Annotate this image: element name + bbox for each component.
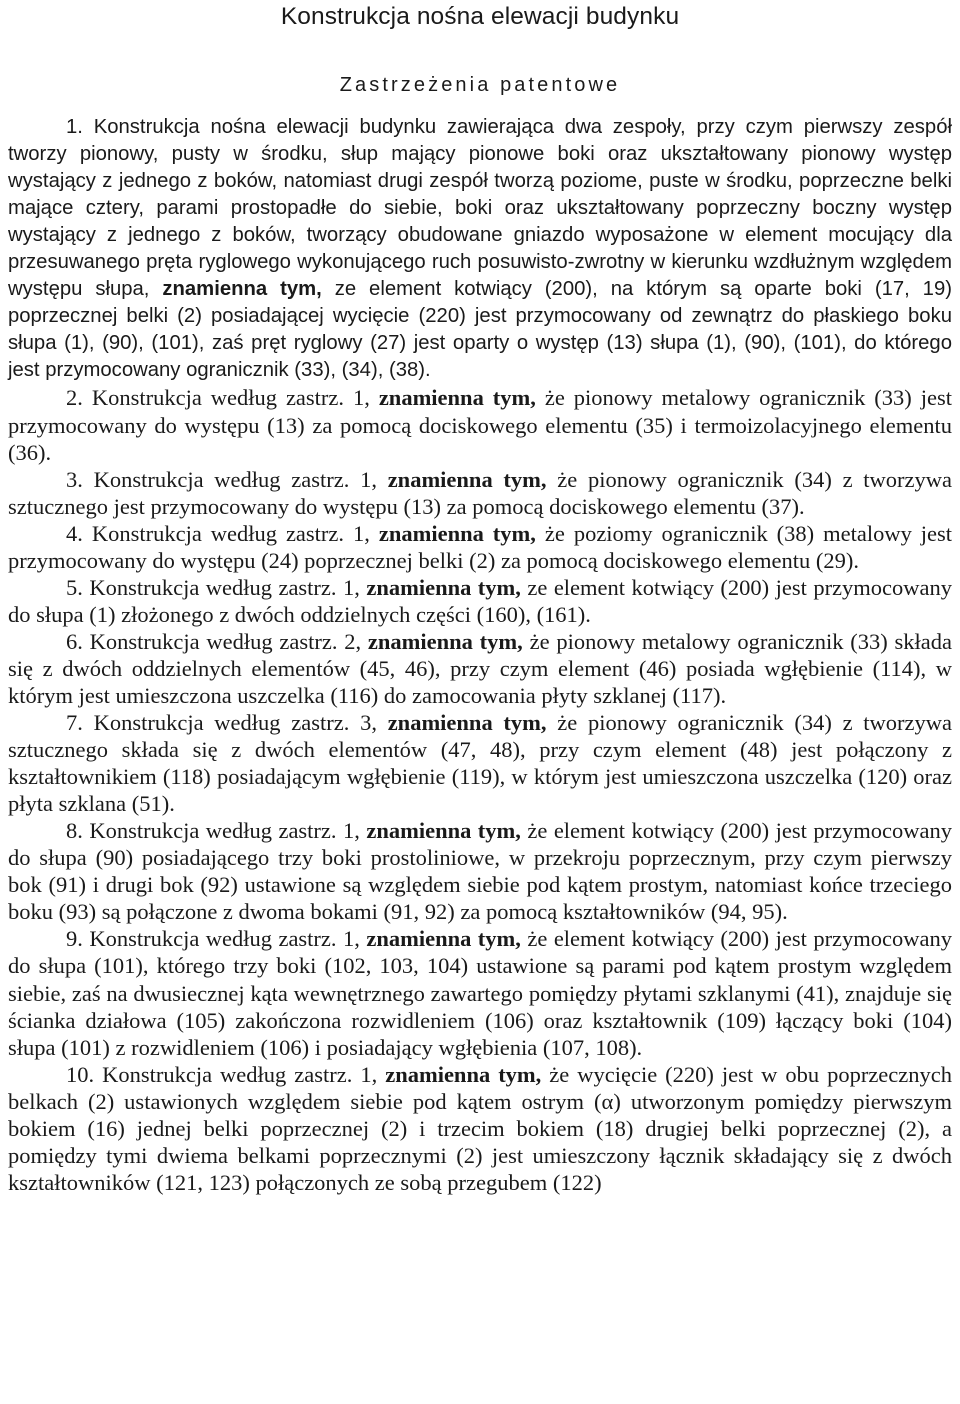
claim-5 [8, 574, 952, 628]
claim-text: że wycięcie (220) jest w obu poprzecznych belkach (2) ustawionych względem siebie pod kątem ostrym (α) utworzonym pomiędzy pierwszym bokiem (16) jednej belki poprzecznej (2) i trzecim bokiem (18) drugiej belki poprzecznej (2), a pomiędzy tymi dwiema belkami poprzecznymi (2) jest umieszczony łącznik składający się z dwóch kształtowników (121, 123) połączonych ze sobą przegubem (122) [8, 1061, 953, 1195]
claim-4 [8, 520, 952, 574]
document-title: Konstrukcja nośna elewacji budynku [280, 3, 680, 30]
claim-text: że pionowy metalowy ogranicznik (33) składa się z dwóch oddzielnych elementów (45, 46), przy czym element (46) posiada wgłębienie (114), w którym jest umieszczona uszczelka (116) do zamocowania płyty szklanej (117). [8, 628, 953, 708]
claim-marker: znamienna tym, [367, 628, 523, 654]
claim-text: 5. Konstrukcja według zastrz. 1, [66, 574, 360, 600]
claim-text: 8. Konstrukcja według zastrz. 1, [66, 818, 360, 844]
claim-text: 4. Konstrukcja według zastrz. 1, [66, 520, 370, 546]
claim-text: 10. Konstrukcja według zastrz. 1, [66, 1061, 378, 1087]
claim-text: że element kotwiący (200) jest przymocowany do słupa (90) posiadającego trzy boki prostoliniowe, w przekroju poprzecznym, przy czym pierwszy bok (91) i drugi bok (92) ustawione są względem siebie pod kątem prostym, natomiast końce trzeciego boku (93) są połączone z dwoma bokami (91, 92) za pomocą kształtowników (94, 95). [8, 818, 953, 925]
claim-text: 2. Konstrukcja według zastrz. 1, [66, 385, 370, 411]
claim-text: że poziomy ogranicznik (38) metalowy jest przymocowany do występu (24) poprzecznej belki (2) za pomocą dociskowego elementu (29). [8, 520, 953, 573]
claim-7 [8, 709, 952, 817]
claim-marker: znamienna tym, [387, 466, 547, 492]
claim-text: że pionowy ogranicznik (34) z tworzywa sztucznego jest przymocowany do występu (13) za pomocą dociskowego elementu (37). [8, 466, 953, 519]
section-heading: Zastrzeżenia patentowe [339, 74, 621, 96]
claim-10 [8, 1061, 952, 1196]
claim-marker: znamienna tym, [387, 710, 547, 736]
claim-6 [8, 628, 952, 709]
claim-2 [8, 384, 952, 465]
claim-1 [8, 114, 952, 384]
claim-marker: znamienna tym, [162, 278, 322, 301]
claim-marker: znamienna tym, [366, 926, 521, 952]
claim-marker: znamienna tym, [366, 818, 521, 844]
claim-text: 3. Konstrukcja według zastrz. 1, [66, 466, 377, 492]
claim-text: że pionowy metalowy ogranicznik (33) jest przymocowany do występu (13) za pomocą dociskowego elementu (35) i termoizolacyjnego elementu (36). [8, 385, 952, 465]
claim-3 [8, 466, 952, 520]
claim-text: że pionowy ogranicznik (34) z tworzywa sztucznego składa się z dwóch elementów (47, 48), przy czym element (48) jest połączony z kształtownikiem (118) posiadającym wgłębienie (119), w którym jest umieszczona uszczelka (120) oraz płyta szklana (51). [8, 710, 953, 817]
claim-marker: znamienna tym, [385, 1061, 542, 1087]
claim-text: 7. Konstrukcja według zastrz. 3, [66, 710, 377, 736]
claim-text: ze element kotwiący (200), na którym są oparte boki (17, 19) poprzecznej belki (2) posiadającej wycięcie (220) jest przymocowany od zewnątrz do płaskiego boku słupa (1), (90), (101), zaś pręt ryglowy (27) jest oparty o występ (13) słupa (1), (90), (101), do którego jest przymocowany ogranicznik (33), (34), (38). [8, 278, 952, 382]
claim-text: 9. Konstrukcja według zastrz. 1, [66, 926, 360, 952]
claim-marker: znamienna tym, [366, 574, 521, 600]
claim-text: że element kotwiący (200) jest przymocowany do słupa (101), którego trzy boki (102, 103, 104) ustawione są parami pod kątem prostym względem siebie, zaś na dwusiecznej kąta wewnętrznego zawartego pomiędzy płytami szklanymi (41), znajduje się ścianka działowa (105) zakończona rozwidleniem (106) oraz kształtownik (109) łączący boki (104) słupa (101) z rozwidleniem (106) i posiadający wgłębienia (107, 108). [8, 926, 953, 1060]
claims-body [8, 114, 952, 1196]
claim-text: ze element kotwiący (200) jest przymocowany do słupa (1) złożonego z dwóch oddzielnych części (160), (161). [8, 574, 953, 627]
claim-text: 6. Konstrukcja według zastrz. 2, [66, 628, 362, 654]
claim-8 [8, 817, 952, 925]
claim-9 [8, 925, 952, 1060]
claim-text: 1. Konstrukcja nośna elewacji budynku zawierająca dwa zespoły, przy czym pierwszy zespół tworzy pionowy, pusty w środku, słup mający pionowe boki oraz ukształtowany pionowy występ wystający z jednego z boków, natomiast drugi zespół tworzą poziome, puste w środku, poprzeczne belki mające cztery, parami prostopadłe do siebie, boki oraz ukształtowany poprzeczny boczny występ wystający z jednego z boków, tworzący obudowane gniazdo wyposażone w element mocujący dla przesuwanego pręta ryglowego wykonującego ruch posuwisto-zwrotny w kierunku wzdłużnym względem występu słupa, [8, 116, 952, 301]
claim-marker: znamienna tym, [378, 520, 536, 546]
claim-marker: znamienna tym, [378, 385, 536, 411]
